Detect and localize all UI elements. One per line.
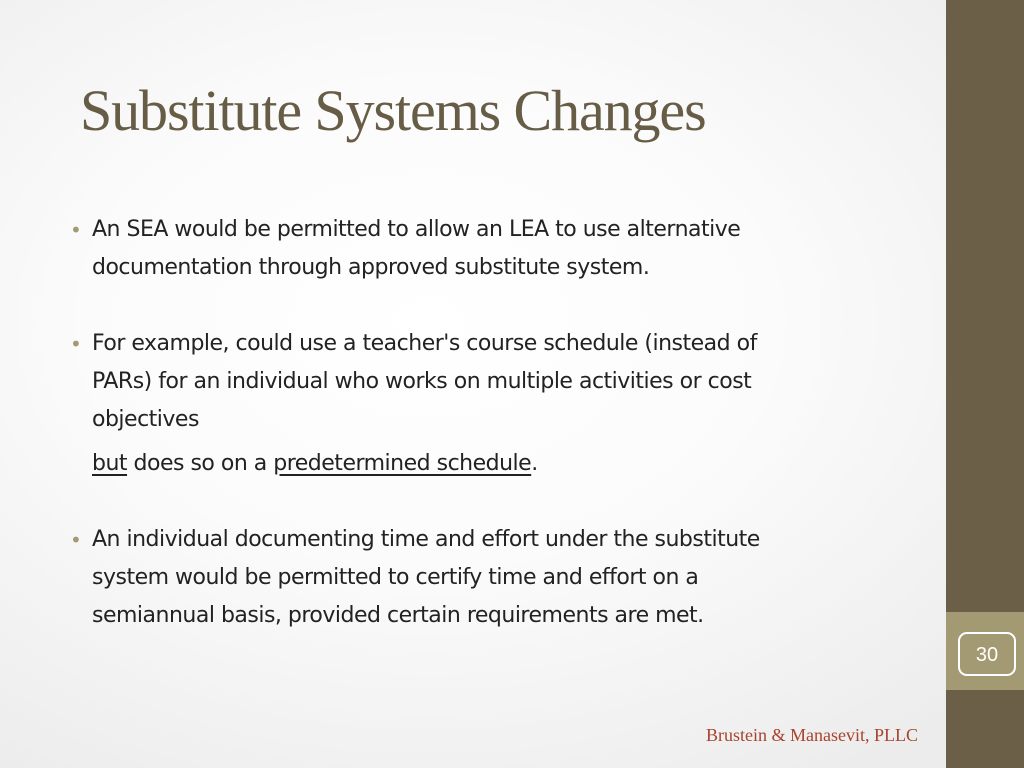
- continuation-end-text: .: [531, 451, 538, 476]
- underlined-but: but: [92, 451, 128, 476]
- bullet-item: [70, 325, 910, 483]
- bullet-item: [70, 211, 910, 287]
- bullet-text-line: An SEA would be permitted to allow an LEA to use alternative: [92, 217, 741, 242]
- bullet-text-line: An individual documenting time and effort under the substitute: [92, 527, 760, 552]
- bullet-list: [70, 211, 910, 635]
- bullet-text-line: semiannual basis, provided certain requirements are met.: [92, 603, 704, 628]
- bullet-text-line: documentation through approved substitute system.: [92, 255, 650, 280]
- footer-firm-name: Brustein & Manasevit, PLLC: [706, 725, 918, 745]
- bullet-text-line: For example, could use a teacher's course schedule (instead of: [92, 331, 757, 356]
- bullet-text-line: system would be permitted to certify time and effort on a: [92, 565, 699, 590]
- bullet-dot-icon: •: [70, 332, 82, 356]
- continuation-middle-text: does so on a: [127, 451, 274, 476]
- underlined-predetermined-schedule: predetermined schedule: [273, 451, 532, 476]
- bullet-dot-icon: •: [70, 218, 82, 242]
- bullet-text-line: objectives: [92, 407, 199, 432]
- page-number: 30: [975, 644, 999, 666]
- slide-title: Substitute Systems Changes: [80, 78, 706, 143]
- bullet-continuation-line: [92, 445, 910, 483]
- bullet-text-line: PARs) for an individual who works on multiple activities or cost: [92, 369, 752, 394]
- bullet-dot-icon: •: [70, 528, 82, 552]
- bullet-item: [70, 521, 910, 635]
